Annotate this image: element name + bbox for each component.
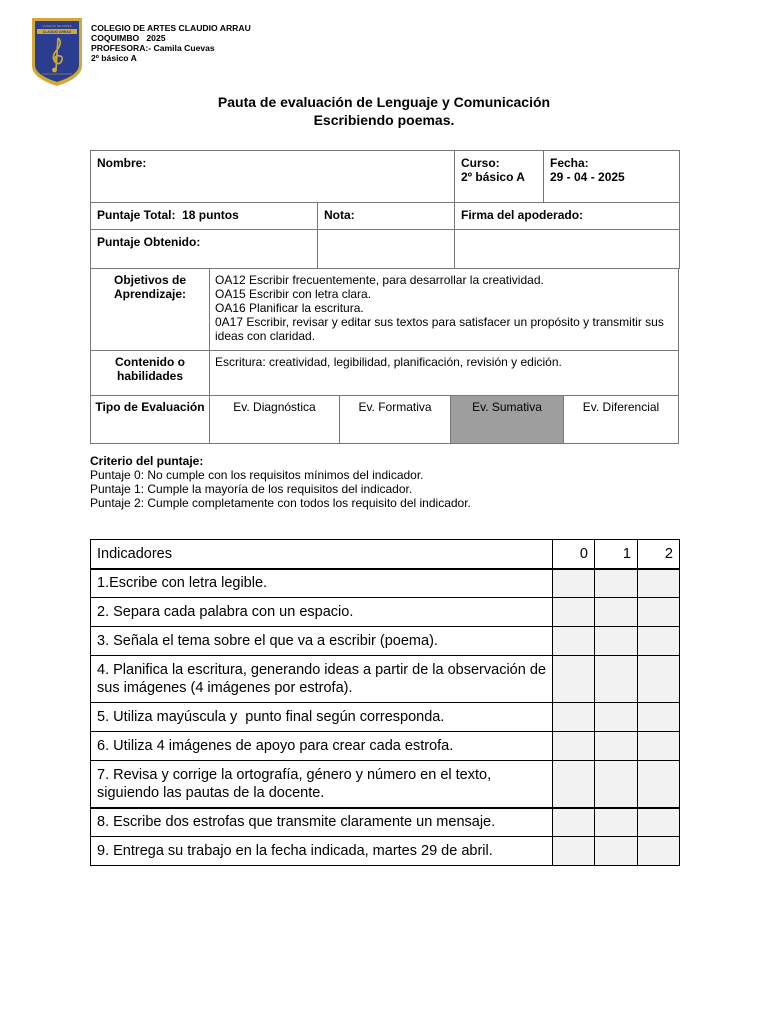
objectives-label: Objetivos de Aprendizaje: <box>91 269 210 351</box>
score-cell-1[interactable] <box>595 627 638 656</box>
signature-cell <box>455 203 680 230</box>
total-score-label: Puntaje Total: 18 puntos <box>97 208 239 222</box>
title-line-1: Pauta de evaluación de Lenguaje y Comunicación <box>217 94 551 110</box>
logo-ribbon-text: CLAUDIO ARRAU <box>42 30 72 34</box>
score-header-2: 2 <box>638 540 680 569</box>
score-cell-2[interactable] <box>638 732 680 761</box>
score-cell-1[interactable] <box>595 598 638 627</box>
eval-type-formative[interactable]: Ev. Formativa <box>340 396 451 444</box>
score-cell-1[interactable] <box>595 703 638 732</box>
indicator-text: 8. Escribe dos estrofas que transmite claramente un mensaje. <box>91 808 553 837</box>
table-row <box>91 703 680 732</box>
objectives-table <box>90 268 679 444</box>
table-row <box>91 837 680 866</box>
score-cell-2[interactable] <box>638 703 680 732</box>
score-cell-1[interactable] <box>595 808 638 837</box>
course-label: Curso: <box>461 156 500 170</box>
score-header-1: 1 <box>595 540 638 569</box>
indicator-text: 2. Separa cada palabra con un espacio. <box>91 598 553 627</box>
score-cell-2[interactable] <box>638 627 680 656</box>
score-cell-0[interactable] <box>553 761 595 808</box>
grade-field-label: Nota: <box>324 208 355 222</box>
score-cell-0[interactable] <box>553 837 595 866</box>
table-row <box>91 761 680 808</box>
logo-top-text: COLEGIO DE ARTES <box>42 24 72 28</box>
score-cell-0[interactable] <box>553 598 595 627</box>
school-logo-icon <box>30 16 84 88</box>
criteria-line: Puntaje 0: No cumple con los requisitos mínimos del indicador. <box>90 468 424 482</box>
table-row <box>91 598 680 627</box>
objective-item: 0A17 Escribir, revisar y editar sus textos para satisfacer un propósito y transmitir sus ideas con claridad. <box>215 315 664 343</box>
obtained-score-label: Puntaje Obtenido: <box>97 235 201 249</box>
signature-field[interactable] <box>455 230 680 269</box>
school-info <box>91 23 251 63</box>
score-cell-2[interactable] <box>638 761 680 808</box>
date-label: Fecha: <box>550 156 589 170</box>
evaluation-type-label: Tipo de Evaluación <box>91 396 210 444</box>
course-cell <box>455 151 544 203</box>
grade-field[interactable] <box>318 203 455 230</box>
score-cell-2[interactable] <box>638 837 680 866</box>
grade-value-field[interactable] <box>318 230 455 269</box>
objective-item: OA12 Escribir frecuentemente, para desarrollar la creatividad. <box>215 273 544 287</box>
indicator-text: 6. Utiliza 4 imágenes de apoyo para crear cada estrofa. <box>91 732 553 761</box>
score-cell-2[interactable] <box>638 808 680 837</box>
score-cell-0[interactable] <box>553 732 595 761</box>
indicator-text: 4. Planifica la escritura, generando ideas a partir de la observación de sus imágenes (4 imágenes por estrofa). <box>91 656 553 703</box>
indicators-header: Indicadores <box>91 540 553 569</box>
signature-label: Firma del apoderado: <box>461 208 584 222</box>
score-header-0: 0 <box>553 540 595 569</box>
content-label: Contenido o habilidades <box>91 351 210 396</box>
score-cell-2[interactable] <box>638 656 680 703</box>
indicators-table <box>90 539 680 866</box>
criteria-title: Criterio del puntaje: <box>90 454 204 468</box>
table-row <box>91 732 680 761</box>
course-value: 2º básico A <box>461 170 525 184</box>
indicator-text: 5. Utiliza mayúscula y punto final según corresponda. <box>91 703 553 732</box>
score-cell-0[interactable] <box>553 656 595 703</box>
title-line-2: Escribiendo poemas. <box>313 112 455 128</box>
table-row <box>91 627 680 656</box>
score-cell-0[interactable] <box>553 703 595 732</box>
score-cell-1[interactable] <box>595 837 638 866</box>
criteria-line: Puntaje 2: Cumple completamente con todos los requisito del indicador. <box>90 496 471 510</box>
score-cell-0[interactable] <box>553 627 595 656</box>
total-score-cell <box>91 203 318 230</box>
eval-type-summative-selected[interactable]: Ev. Sumativa <box>451 396 564 444</box>
score-cell-0[interactable] <box>553 569 595 598</box>
indicator-text: 3. Señala el tema sobre el que va a escribir (poema). <box>91 627 553 656</box>
date-value: 29 - 04 - 2025 <box>550 170 625 184</box>
score-cell-1[interactable] <box>595 569 638 598</box>
indicator-text: 9. Entrega su trabajo en la fecha indicada, martes 29 de abril. <box>91 837 553 866</box>
criteria-line: Puntaje 1: Cumple la mayoría de los requisitos del indicador. <box>90 482 413 496</box>
teacher-name: PROFESORA:- Camila Cuevas <box>91 43 215 53</box>
eval-type-differential[interactable]: Ev. Diferencial <box>564 396 679 444</box>
city-year: COQUIMBO 2025 <box>91 33 166 43</box>
obtained-score-cell <box>91 230 318 269</box>
name-field[interactable] <box>91 151 455 203</box>
date-cell <box>544 151 680 203</box>
score-cell-1[interactable] <box>595 761 638 808</box>
student-info-table <box>90 150 680 269</box>
content-text: Escritura: creatividad, legibilidad, planificación, revisión y edición. <box>210 351 679 396</box>
page-title <box>0 93 768 129</box>
grade-label: 2º básico A <box>91 53 137 63</box>
objective-item: OA15 Escribir con letra clara. <box>215 287 372 301</box>
score-cell-2[interactable] <box>638 598 680 627</box>
table-row <box>91 808 680 837</box>
eval-type-diagnostic[interactable]: Ev. Diagnóstica <box>210 396 340 444</box>
objectives-list <box>210 269 679 351</box>
indicator-text: 1.Escribe con letra legible. <box>91 569 553 598</box>
score-cell-2[interactable] <box>638 569 680 598</box>
name-label: Nombre: <box>97 156 147 170</box>
school-name: COLEGIO DE ARTES CLAUDIO ARRAU <box>91 23 251 33</box>
indicator-text: 7. Revisa y corrige la ortografía, género y número en el texto, siguiendo las pautas de la docente. <box>91 761 553 808</box>
table-row <box>91 569 680 598</box>
table-row <box>91 656 680 703</box>
score-cell-0[interactable] <box>553 808 595 837</box>
score-cell-1[interactable] <box>595 656 638 703</box>
objective-item: OA16 Planificar la escritura. <box>215 301 364 315</box>
score-cell-1[interactable] <box>595 732 638 761</box>
score-criteria <box>90 454 471 510</box>
